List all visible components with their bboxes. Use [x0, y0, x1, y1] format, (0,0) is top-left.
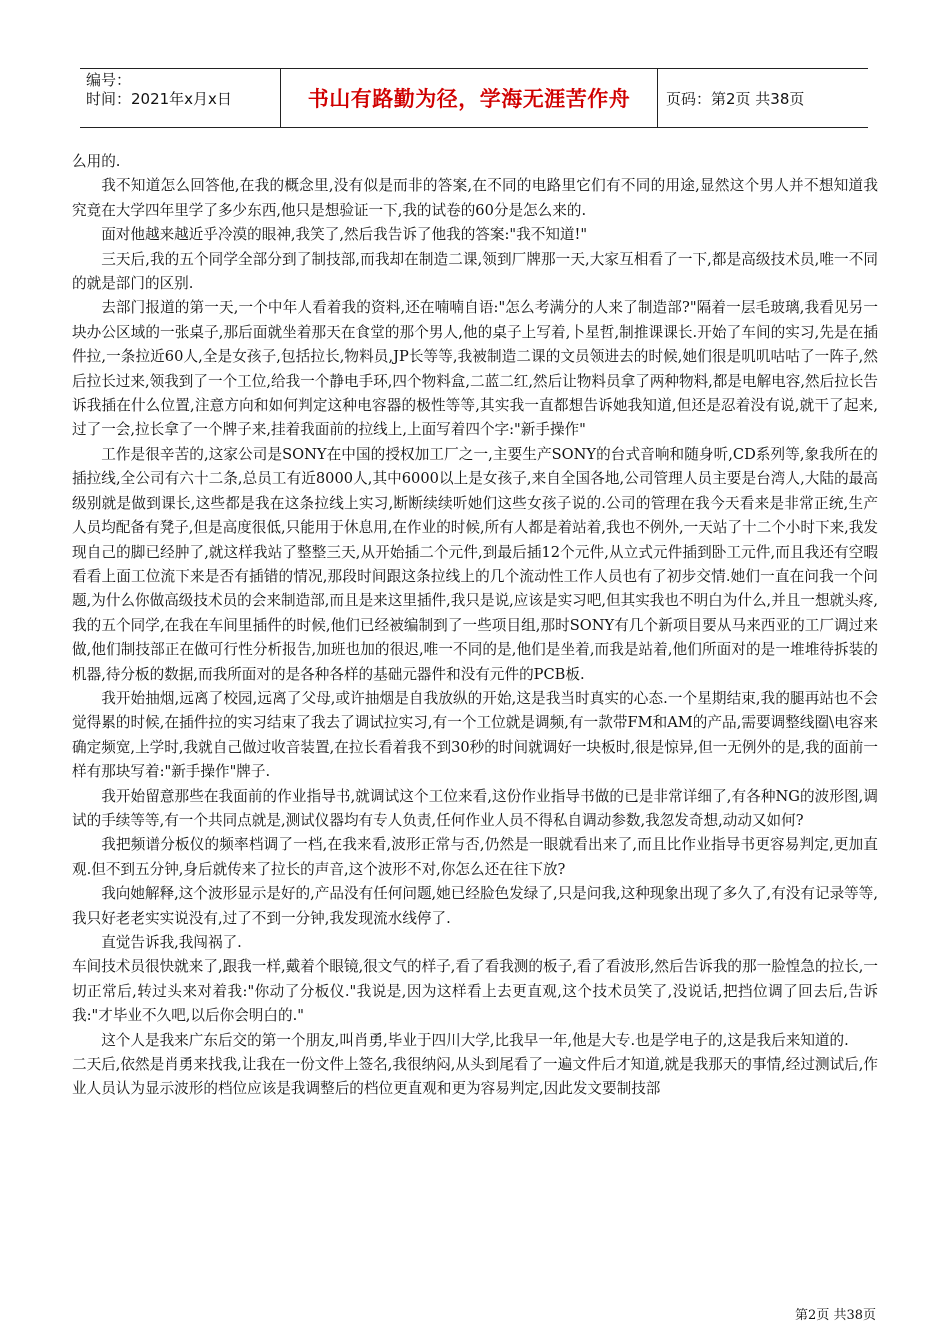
- paragraph: 我开始抽烟,远离了校园,远离了父母,或许抽烟是自我放纵的开始,这是我当时真实的心态.一个星期结束,我的腿再站也不会觉得累的时候,在插件拉的实习结束了我去了调试拉实习,有一个工位就是调频,有一款带FM和AM的产品,需要调整线圈\电容来确定频宽,上学时,我就自己做过收音装置,在拉长看着我不到30秒的时间就调好一块板时,很是惊异,但一无例外的是,我的面前一样有那块写着:"新手操作"牌子.: [72, 689, 878, 781]
- page-header: [80, 68, 868, 128]
- header-motto: 书山有路勤为径，学海无涯苦作舟: [280, 69, 658, 127]
- paragraph: 车间技术员很快就来了,跟我一样,戴着个眼镜,很文气的样子,看了看我测的板子,看了看波形,然后告诉我的那一脸惶急的拉长,一切正常后,转过头来对着我:"你动了分板仪."我说是,因为这样看上去更直观,这个技术员笑了,没说话,把挡位调了回去后,告诉我:"才毕业不久吧,以后你会明白的.": [72, 958, 878, 1025]
- page-footer: 第2页 共38页: [795, 1308, 876, 1323]
- paragraph: 这个人是我来广东后交的第一个朋友,叫肖勇,毕业于四川大学,比我早一年,他是大专.也是学电子的,这是我后来知道的.: [101, 1031, 849, 1049]
- paragraph: 去部门报道的第一天,一个中年人看着我的资料,还在喃喃自语:"怎么考满分的人来了制造部?"隔着一层毛玻璃,我看见另一块办公区域的一张桌子,那后面就坐着那天在食堂的那个男人,他的桌子上写着,卜星哲,制推课课长.开始了车间的实习,先是在插件拉,一条拉近60人,全是女孩子,包括拉长,物料员,JP长等等,我被制造二课的文员领进去的时候,她们很是叽叽咕咕了一阵子,然后拉长过来,领我到了一个工位,给我一个静电手环,四个物料盒,二蓝二红,然后让物料员拿了两种物料,都是电解电容,然后拉长告诉我插在什么位置,注意方向和如何判定这种电容器的极性等等,其实我一直都想告诉她我知道,但还是忍着没有说,就干了起来,过了一会,拉长拿了一个牌子来,挂着我面前的拉线上,上面写着四个字:"新手操作": [72, 299, 878, 439]
- paragraph: 我把频谱分板仪的频率档调了一档,在我来看,波形正常与否,仍然是一眼就看出来了,而且比作业指导书更容易判定,更加直观.但不到五分钟,身后就传来了拉长的声音,这个波形不对,你怎么还在往下放?: [72, 836, 878, 878]
- paragraph: 么用的.: [72, 153, 121, 170]
- paragraph: 我不知道怎么回答他,在我的概念里,没有似是而非的答案,在不同的电路里它们有不同的用途,显然这个男人并不想知道我究竟在大学四年里学了多少东西,他只是想验证一下,我的试卷的60分是怎么来的.: [72, 177, 878, 219]
- document-body: [72, 150, 878, 1102]
- header-page-number: 页码：第2页 共38页: [666, 89, 805, 108]
- date-label: 时间：2021年x月x日: [86, 90, 232, 108]
- paragraph: 二天后,依然是肖勇来找我,让我在一份文件上签名,我很纳闷,从头到尾看了一遍文件后才知道,就是我那天的事情,经过测试后,作业人员认为显示波形的档位应该是我调整后的档位更直观和更为容易判定,因此发文要制技部: [72, 1056, 878, 1098]
- paragraph: 我向她解释,这个波形显示是好的,产品没有任何问题,她已经脸色发绿了,只是问我,这种现象出现了多久了,有没有记录等等,我只好老老实实说没有,过了不到一分钟,我发现流水线停了.: [72, 885, 878, 927]
- paragraph: 三天后,我的五个同学全部分到了制技部,而我却在制造二课,领到厂牌那一天,大家互相看了一下,都是高级技术员,唯一不同的就是部门的区别.: [72, 250, 878, 293]
- header-meta: [80, 69, 280, 127]
- paragraph: 面对他越来越近乎冷漠的眼神,我笑了,然后我告诉了他我的答案:"我不知道!": [101, 226, 588, 244]
- paragraph: 工作是很辛苦的,这家公司是SONY在中国的授权加工厂之一,主要生产SONY的台式音响和随身听,CD系列等,象我所在的插拉线,全公司有六十二条,总员工有近8000人,其中6000以上是女孩子,来自全国各地,公司管理人员主要是台湾人,大陆的最高级别就是做到课长,这些都是我在这条拉线上实习,断断续续听她们这些女孩子说的.公司的管理在我今天看来是非常正统,生产人员均配备有凳子,但是高度很低,只能用于休息用,在作业的时候,所有人都是着站着,我也不例外,一天站了十二个小时下来,我发现自己的脚已经肿了,就这样我站了整整三天,从开始插二个元件,到最后插12个元件,从立式元件插到卧工元件,而且我还有空暇看看上面工位流下来是否有插错的情况,那段时间跟这条拉线上的几个流动性工作人员也有了初步交情.她们一直在问我一个问题,为什么你做高级技术员的会来制造部,而且是来这里插件,我只是说,应该是实习吧,但其实我也不明白为什么,并且一想就头疼,我的五个同学,在我在车间里插件的时候,他们已经被编制到了一些项目组,那时SONY有几个新项目要从马来西亚的工厂调过来做,他们制技部正在做可行性分析报告,加班也加的很迟,唯一不同的是,他们是坐着,而我是站着,他们所面对的是一堆堆待拆装的机器,待分板的数据,而我所面对的是各种各样的基础元器件和没有元件的PCB板.: [72, 445, 878, 683]
- doc-number-label: 编号：: [86, 71, 132, 89]
- paragraph: 直觉告诉我,我闯祸了.: [101, 934, 242, 951]
- paragraph: 我开始留意那些在我面前的作业指导书,就调试这个工位来看,这份作业指导书做的已是非常详细了,有各种NG的波形图,调试的手续等等,有一个共同点就是,测试仪器均有专人负责,任何作业人员不得私自调动参数,我忽发奇想,动动又如何?: [72, 787, 878, 829]
